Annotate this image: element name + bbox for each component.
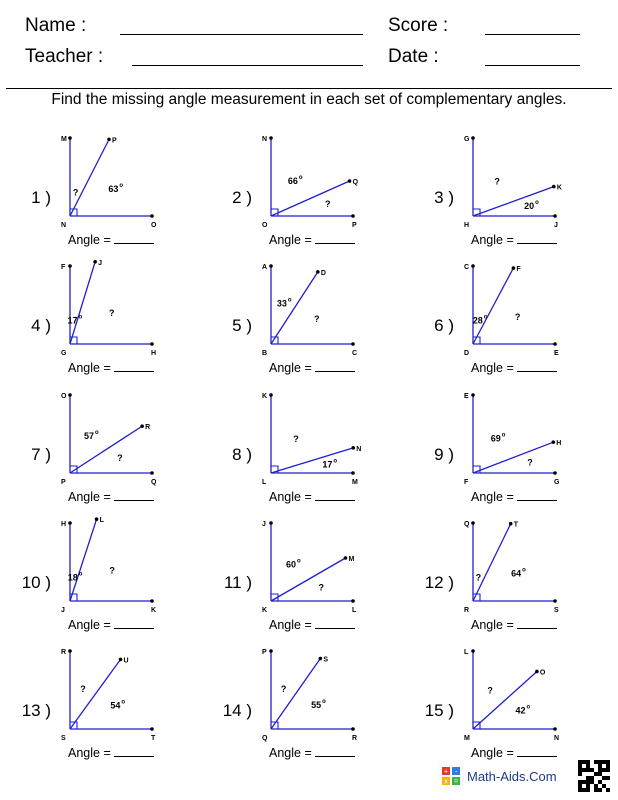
- problem-number: 4 ): [31, 316, 51, 335]
- degree-symbol: o: [483, 314, 488, 321]
- answer-label: Angle =: [269, 490, 312, 504]
- endpoint-dot: [319, 657, 323, 661]
- point-label: H: [61, 521, 67, 528]
- point-label: T: [151, 735, 156, 742]
- point-label: H: [151, 350, 157, 357]
- endpoint-dot: [553, 214, 557, 218]
- unknown-angle-mark: ?: [324, 198, 331, 209]
- point-label: S: [323, 656, 328, 664]
- given-angle-value: 20: [524, 200, 535, 211]
- endpoint-dot: [512, 266, 516, 270]
- degree-symbol: o: [287, 297, 292, 304]
- endpoint-dot: [150, 727, 154, 731]
- problem-number: 10 ): [21, 573, 51, 592]
- endpoint-dot: [107, 138, 111, 142]
- given-angle-value: 63: [108, 183, 119, 194]
- teacher-field[interactable]: [132, 65, 363, 66]
- point-label: F: [61, 264, 66, 271]
- angle-ray: [67, 262, 95, 344]
- problem-number: 15 ): [424, 701, 454, 720]
- answer-line[interactable]: [471, 233, 557, 247]
- math-aids-logo-icon: [442, 767, 460, 785]
- point-label: L: [464, 649, 469, 656]
- degree-symbol: o: [333, 458, 338, 465]
- answer-label: Angle =: [471, 490, 514, 504]
- angle-ray: [70, 426, 142, 473]
- angle-figure: [56, 258, 166, 358]
- answer-line[interactable]: [68, 490, 154, 504]
- point-label: G: [554, 479, 560, 486]
- point-label: J: [262, 521, 266, 528]
- endpoint-dot: [150, 342, 154, 346]
- endpoint-dot: [348, 179, 352, 183]
- angle-figure: [459, 387, 569, 487]
- answer-line[interactable]: [269, 361, 355, 375]
- answer-blank[interactable]: [315, 619, 355, 629]
- angle-figure: [257, 258, 367, 358]
- point-label: L: [262, 479, 267, 486]
- point-label: K: [262, 393, 268, 400]
- given-angle-value: 42: [515, 705, 526, 716]
- angle-ray: [271, 558, 345, 601]
- degree-symbol: o: [526, 704, 531, 711]
- unknown-angle-mark: ?: [475, 572, 482, 583]
- endpoint-dot: [344, 556, 348, 560]
- unknown-angle-mark: ?: [527, 457, 533, 468]
- given-angle-value: 33: [276, 298, 287, 309]
- endpoint-dot: [269, 649, 273, 653]
- answer-blank[interactable]: [114, 234, 154, 244]
- point-label: K: [151, 607, 157, 614]
- point-label: R: [61, 649, 67, 656]
- angle-ray: [473, 524, 511, 601]
- answer-label: Angle =: [269, 618, 312, 632]
- unknown-angle-mark: ?: [494, 176, 500, 187]
- answer-blank[interactable]: [315, 234, 355, 244]
- point-label: P: [61, 479, 66, 486]
- answer-label: Angle =: [68, 746, 111, 760]
- point-label: P: [112, 137, 117, 145]
- point-label: L: [352, 607, 357, 614]
- endpoint-dot: [95, 517, 99, 521]
- given-angle-value: 28: [472, 315, 483, 326]
- angle-ray: [473, 671, 537, 729]
- point-label: C: [352, 350, 358, 357]
- answer-label: Angle =: [471, 233, 514, 247]
- angle-figure: [459, 130, 569, 230]
- answer-label: Angle =: [269, 233, 312, 247]
- svg-text:-: -: [454, 768, 458, 776]
- given-angle-value: 60: [286, 559, 297, 570]
- unknown-angle-mark: ?: [72, 187, 79, 198]
- degree-symbol: o: [535, 199, 539, 206]
- endpoint-dot: [551, 440, 555, 444]
- degree-symbol: o: [78, 314, 83, 321]
- point-label: Q: [352, 179, 359, 187]
- problem-number: 13 ): [21, 701, 51, 720]
- answer-blank[interactable]: [114, 491, 154, 501]
- point-label: O: [262, 222, 268, 229]
- name-field[interactable]: [120, 34, 363, 35]
- answer-blank[interactable]: [517, 234, 557, 244]
- problem-number: 2 ): [232, 188, 252, 207]
- answer-label: Angle =: [68, 618, 111, 632]
- point-label: N: [554, 735, 560, 742]
- angle-figure: [257, 515, 367, 615]
- degree-symbol: o: [78, 571, 83, 578]
- point-label: M: [61, 136, 67, 143]
- endpoint-dot: [351, 214, 355, 218]
- answer-line[interactable]: [68, 618, 154, 632]
- unknown-angle-mark: ?: [117, 453, 123, 464]
- endpoint-dot: [351, 342, 355, 346]
- given-angle-value: 66: [287, 175, 298, 186]
- endpoint-dot: [68, 649, 72, 653]
- point-label: G: [464, 136, 470, 143]
- point-label: Q: [151, 479, 157, 486]
- angle-figure: [56, 515, 166, 615]
- angle-figure: [56, 643, 166, 743]
- problem-number: 7 ): [31, 445, 51, 464]
- endpoint-dot: [316, 270, 320, 274]
- angle-figure: [459, 515, 569, 615]
- point-label: J: [554, 222, 558, 229]
- angle-ray: [271, 659, 320, 729]
- point-label: N: [356, 445, 362, 453]
- endpoint-dot: [471, 393, 475, 397]
- point-label: M: [352, 479, 358, 486]
- angle-figure: [56, 130, 166, 230]
- unknown-angle-mark: ?: [514, 312, 521, 323]
- endpoint-dot: [150, 471, 154, 475]
- point-label: A: [262, 264, 268, 271]
- degree-symbol: o: [119, 182, 124, 189]
- point-label: M: [348, 556, 355, 563]
- endpoint-dot: [68, 264, 72, 268]
- problem-number: 14 ): [222, 701, 252, 720]
- unknown-angle-mark: ?: [280, 683, 287, 694]
- score-label: Score :: [388, 15, 449, 36]
- point-label: S: [554, 607, 559, 614]
- point-label: P: [352, 222, 357, 229]
- angle-figure: [56, 387, 166, 487]
- point-label: T: [513, 521, 518, 529]
- angle-figure: [459, 258, 569, 358]
- unknown-angle-mark: ?: [109, 308, 115, 319]
- endpoint-dot: [68, 393, 72, 397]
- angle-figure: [459, 643, 569, 743]
- point-label: N: [262, 136, 268, 143]
- point-label: S: [61, 735, 66, 742]
- qr-code-icon: [578, 760, 610, 792]
- point-label: O: [61, 393, 67, 400]
- endpoint-dot: [269, 393, 273, 397]
- header-divider: [6, 88, 612, 89]
- point-label: R: [352, 735, 358, 742]
- instructions: Find the missing angle measurement in each set of complementary angles.: [51, 91, 567, 108]
- answer-label: Angle =: [471, 618, 514, 632]
- answer-blank[interactable]: [517, 747, 557, 757]
- endpoint-dot: [553, 342, 557, 346]
- answer-line[interactable]: [269, 233, 355, 247]
- endpoint-dot: [150, 599, 154, 603]
- unknown-angle-mark: ?: [80, 684, 86, 695]
- problem-number: 12 ): [424, 573, 454, 592]
- point-label: L: [99, 517, 104, 525]
- point-label: H: [556, 440, 562, 448]
- unknown-angle-mark: ?: [109, 565, 115, 576]
- problem-number: 6 ): [434, 316, 454, 335]
- unknown-angle-mark: ?: [313, 314, 320, 325]
- problem-number: 3 ): [434, 188, 454, 207]
- angle-ray: [67, 519, 97, 601]
- problem-number: 11 ): [223, 573, 252, 592]
- degree-symbol: o: [298, 174, 303, 181]
- degree-symbol: o: [322, 698, 326, 705]
- answer-line[interactable]: [471, 490, 557, 504]
- given-angle-value: 18: [67, 572, 78, 583]
- endpoint-dot: [535, 670, 539, 674]
- answer-blank[interactable]: [517, 491, 557, 501]
- answer-line[interactable]: [68, 233, 154, 247]
- given-angle-value: 64: [511, 568, 522, 579]
- point-label: D: [464, 350, 470, 357]
- answer-blank[interactable]: [315, 747, 355, 757]
- answer-label: Angle =: [269, 361, 312, 375]
- name-label: Name :: [25, 15, 87, 36]
- point-label: F: [516, 266, 521, 274]
- answer-line[interactable]: [471, 746, 557, 760]
- answer-blank[interactable]: [114, 747, 154, 757]
- unknown-angle-mark: ?: [487, 685, 493, 696]
- endpoint-dot: [509, 522, 513, 526]
- point-label: P: [262, 649, 267, 656]
- answer-blank[interactable]: [315, 362, 355, 372]
- problem-number: 5 ): [232, 316, 252, 335]
- endpoint-dot: [351, 599, 355, 603]
- answer-label: Angle =: [68, 490, 111, 504]
- given-angle-value: 17: [67, 315, 78, 326]
- point-label: N: [61, 222, 67, 229]
- endpoint-dot: [471, 649, 475, 653]
- point-label: M: [464, 735, 470, 742]
- endpoint-dot: [269, 521, 273, 525]
- answer-label: Angle =: [471, 361, 514, 375]
- problem-number: 9 ): [434, 445, 454, 464]
- endpoint-dot: [351, 727, 355, 731]
- point-label: C: [464, 264, 470, 271]
- degree-symbol: o: [95, 430, 99, 437]
- answer-label: Angle =: [68, 361, 111, 375]
- date-label: Date :: [388, 46, 439, 67]
- point-label: J: [98, 259, 103, 267]
- given-angle-value: 57: [84, 431, 95, 442]
- angle-figure: [257, 130, 367, 230]
- given-angle-value: 69: [490, 433, 501, 444]
- endpoint-dot: [552, 185, 556, 189]
- point-label: O: [539, 669, 546, 677]
- point-label: G: [61, 350, 67, 357]
- footer-brand[interactable]: Math-Aids.Com: [467, 769, 557, 784]
- endpoint-dot: [140, 424, 144, 428]
- point-label: E: [464, 393, 469, 400]
- endpoint-dot: [553, 727, 557, 731]
- point-label: B: [262, 350, 268, 357]
- endpoint-dot: [150, 214, 154, 218]
- point-label: U: [123, 657, 129, 665]
- degree-symbol: o: [121, 699, 126, 706]
- answer-blank[interactable]: [517, 362, 557, 372]
- answer-blank[interactable]: [315, 491, 355, 501]
- point-label: O: [151, 222, 157, 229]
- endpoint-dot: [553, 599, 557, 603]
- angle-ray: [70, 139, 109, 216]
- degree-symbol: o: [522, 567, 526, 574]
- answer-line[interactable]: [471, 618, 557, 632]
- angle-ray: [473, 442, 553, 473]
- point-label: Q: [262, 735, 268, 742]
- angle-ray: [473, 187, 554, 216]
- endpoint-dot: [351, 471, 355, 475]
- answer-label: Angle =: [68, 233, 111, 247]
- given-angle-value: 55: [311, 699, 322, 710]
- given-angle-value: 17: [322, 459, 333, 470]
- angle-figure: [257, 387, 367, 487]
- degree-symbol: o: [297, 558, 301, 565]
- endpoint-dot: [471, 264, 475, 268]
- answer-line[interactable]: [68, 746, 154, 760]
- endpoint-dot: [68, 521, 72, 525]
- answer-blank[interactable]: [114, 619, 154, 629]
- angle-ray: [271, 181, 350, 216]
- answer-line[interactable]: [68, 361, 154, 375]
- endpoint-dot: [471, 521, 475, 525]
- problem-number: 8 ): [232, 445, 252, 464]
- date-field[interactable]: [485, 65, 580, 66]
- endpoint-dot: [351, 446, 355, 450]
- endpoint-dot: [269, 264, 273, 268]
- answer-blank[interactable]: [114, 362, 154, 372]
- unknown-angle-mark: ?: [293, 434, 299, 445]
- answer-label: Angle =: [269, 746, 312, 760]
- endpoint-dot: [269, 136, 273, 140]
- answer-line[interactable]: [269, 490, 355, 504]
- problem-number: 1 ): [31, 188, 51, 207]
- endpoint-dot: [553, 471, 557, 475]
- teacher-label: Teacher :: [25, 46, 104, 67]
- point-label: J: [61, 607, 65, 614]
- endpoint-dot: [119, 658, 123, 662]
- point-label: Q: [464, 521, 470, 528]
- endpoint-dot: [68, 136, 72, 140]
- point-label: R: [464, 607, 470, 614]
- answer-blank[interactable]: [517, 619, 557, 629]
- point-label: R: [145, 424, 151, 432]
- point-label: K: [556, 184, 562, 192]
- svg-text:x: x: [444, 778, 448, 785]
- answer-line[interactable]: [269, 746, 355, 760]
- angle-figure: [257, 643, 367, 743]
- point-label: D: [320, 269, 326, 277]
- answer-label: Angle =: [471, 746, 514, 760]
- answer-line[interactable]: [471, 361, 557, 375]
- point-label: H: [464, 222, 470, 229]
- svg-text:=: =: [453, 778, 459, 785]
- angle-ray: [473, 268, 513, 344]
- score-field[interactable]: [485, 34, 580, 35]
- angle-ray: [271, 448, 353, 473]
- svg-text:+: +: [443, 768, 449, 776]
- point-label: K: [262, 607, 268, 614]
- answer-line[interactable]: [269, 618, 355, 632]
- point-label: F: [464, 479, 469, 486]
- endpoint-dot: [471, 136, 475, 140]
- given-angle-value: 54: [110, 700, 121, 711]
- point-label: E: [554, 350, 559, 357]
- endpoint-dot: [93, 260, 97, 264]
- angle-ray: [70, 659, 121, 729]
- degree-symbol: o: [501, 432, 506, 439]
- unknown-angle-mark: ?: [318, 582, 324, 593]
